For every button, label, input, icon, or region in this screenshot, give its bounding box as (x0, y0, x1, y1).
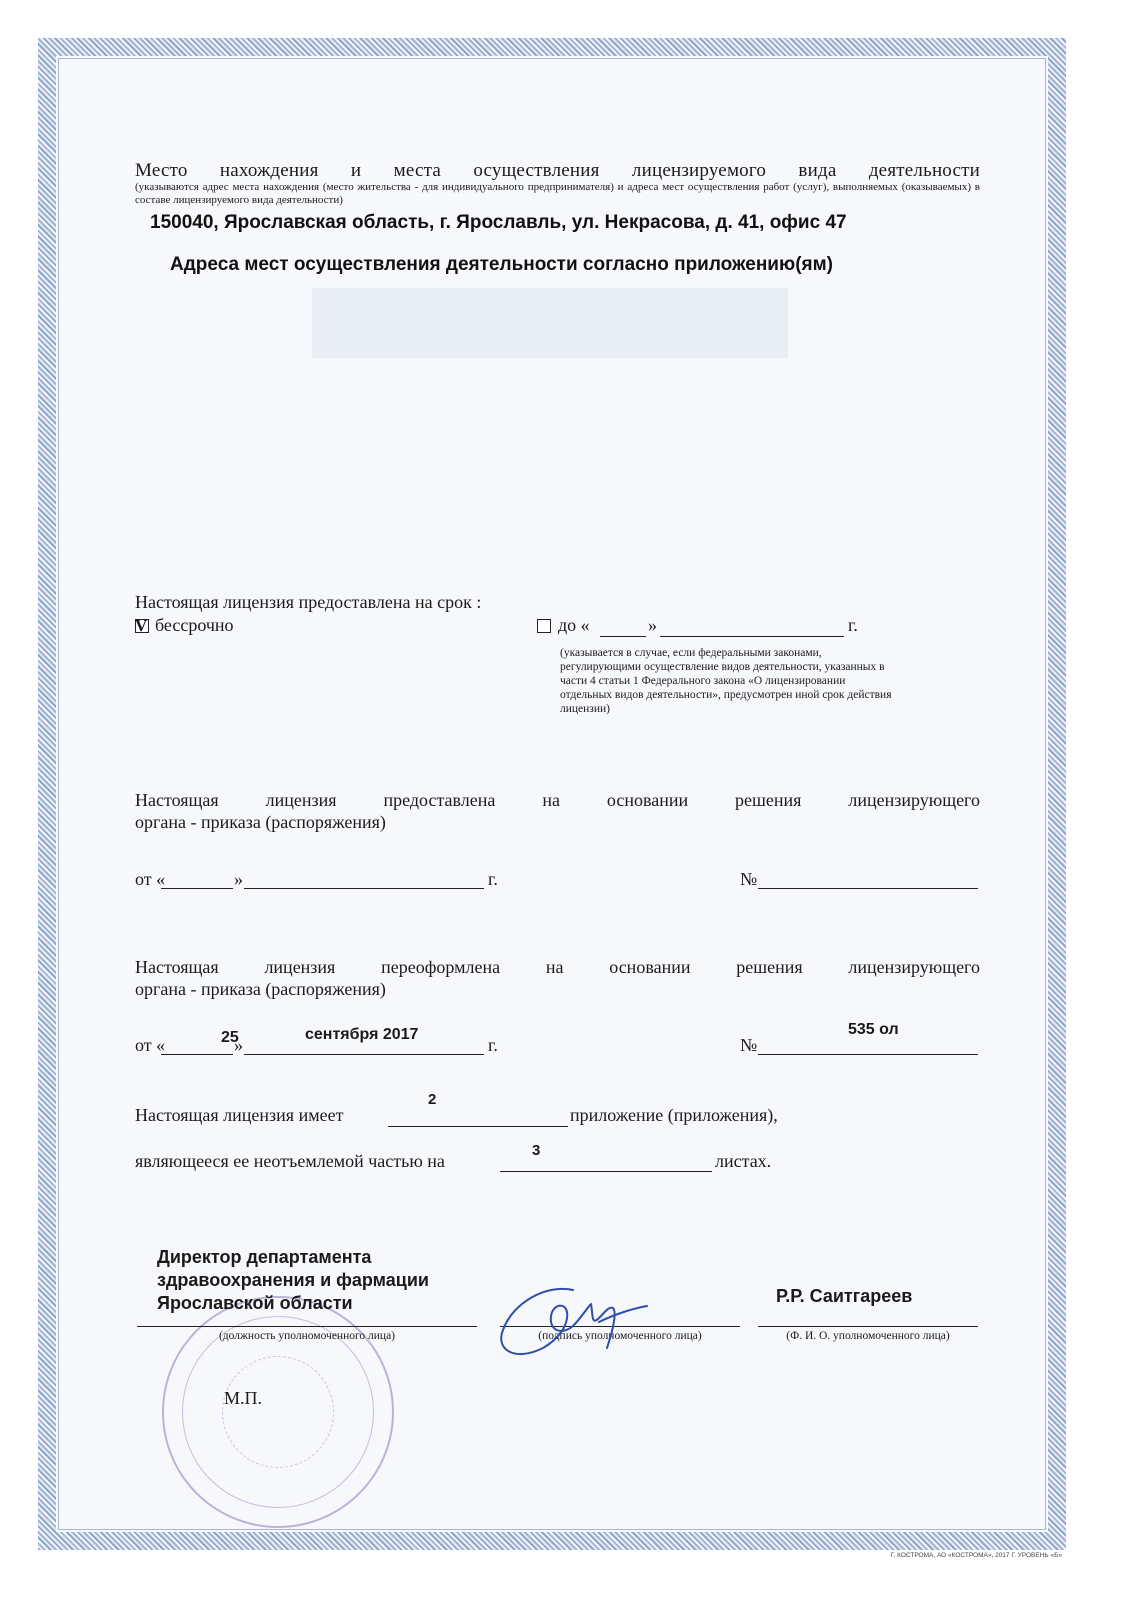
appendix-line1-suffix: приложение (приложения), (570, 1105, 778, 1125)
signer-position-line1: Директор департамента (157, 1247, 372, 1267)
reissued-day-line (161, 1054, 233, 1055)
reissued-number: 535 ол (848, 1021, 899, 1038)
granted-date-line (244, 888, 484, 889)
until-day-line (600, 636, 646, 637)
appendix-sheets-line (500, 1171, 712, 1172)
appendix-line2-suffix: листах. (715, 1151, 772, 1171)
reissued-from-mid: » (234, 1035, 243, 1055)
reissued-number-prefix: № (740, 1035, 758, 1055)
reissued-from-prefix: от « (135, 1035, 166, 1055)
stamp-place: М.П. (224, 1388, 263, 1408)
reissued-month-year: сентября 2017 (305, 1026, 419, 1043)
term-note: (указывается в случае, если федеральными законами, регулирующими осуществление видов деятельности, указанных в части 4 статьи 1 Федерального закона «О лицензировании отдельных видов деятельности», предусмотрен иной срок действия лицензии) (560, 647, 892, 715)
name-line (758, 1326, 978, 1327)
caption-name: (Ф. И. О. уполномоченного лица) (786, 1330, 950, 1342)
granted-day-line (161, 888, 233, 889)
granted-text-line1: Настоящая лицензия предоставлена на основании решения лицензирующего (135, 790, 980, 810)
until-mid: » (648, 615, 657, 635)
watermark-band (312, 288, 788, 358)
granted-year-suffix: г. (488, 869, 498, 889)
signer-position-line2: здравоохранения и фармации (157, 1270, 429, 1290)
until-suffix: г. (848, 615, 858, 635)
appendix-count: 2 (428, 1091, 437, 1108)
signer-name: Р.Р. Саитгареев (776, 1286, 913, 1306)
reissued-date-line (244, 1054, 484, 1055)
address: 150040, Ярославская область, г. Ярославль, ул. Некрасова, д. 41, офис 47 (150, 212, 847, 233)
caption-position: (должность уполномоченного лица) (218, 1330, 396, 1342)
place-heading: Место нахождения и места осуществления лицензируемого вида деятельности (135, 160, 980, 181)
reissued-number-line (758, 1054, 978, 1055)
caption-signature: (подпись уполномоченного лица) (538, 1330, 702, 1342)
place-note: (указываются адрес места нахождения (место жительства - для индивидуального предпринимателя) и адреса мест осуществления работ (услуг), выполняемых (оказываемых) в составе лицензируемого вида деятельности) (135, 181, 980, 206)
signer-position-line3: Ярославской области (157, 1293, 353, 1313)
granted-number-prefix: № (740, 869, 758, 889)
granted-number-line (758, 888, 978, 889)
granted-from-mid: » (234, 869, 243, 889)
check-mark: V (135, 616, 148, 635)
granted-text-line2: органа - приказа (распоряжения) (135, 812, 386, 832)
term-label: Настоящая лицензия предоставлена на срок : (135, 592, 482, 612)
position-line (137, 1326, 477, 1327)
handwritten-signature (495, 1278, 665, 1368)
reissued-text-line1: Настоящая лицензия переоформлена на основании решения лицензирующего (135, 957, 980, 977)
unlimited-label: бессрочно (155, 615, 234, 635)
appendix-line2-prefix: являющееся ее неотъемлемой частью на (135, 1151, 445, 1171)
granted-from-prefix: от « (135, 869, 166, 889)
until-prefix: до « (558, 615, 590, 635)
appendix-sheets: 3 (532, 1142, 541, 1159)
until-checkbox[interactable] (537, 619, 551, 633)
print-info: Г. КОСТРОМА, АО «КОСТРОМА», 2017 Г. УРОВЕНЬ «Б» (890, 1552, 1062, 1559)
appendix-count-line (388, 1126, 568, 1127)
until-date-line (660, 636, 844, 637)
address-note: Адреса мест осуществления деятельности согласно приложению(ям) (170, 254, 833, 275)
appendix-line1-prefix: Настоящая лицензия имеет (135, 1105, 344, 1125)
signer-position (157, 1246, 429, 1315)
reissued-text-line2: органа - приказа (распоряжения) (135, 979, 386, 999)
reissued-year-suffix: г. (488, 1035, 498, 1055)
reissued-day: 25 (221, 1029, 239, 1046)
